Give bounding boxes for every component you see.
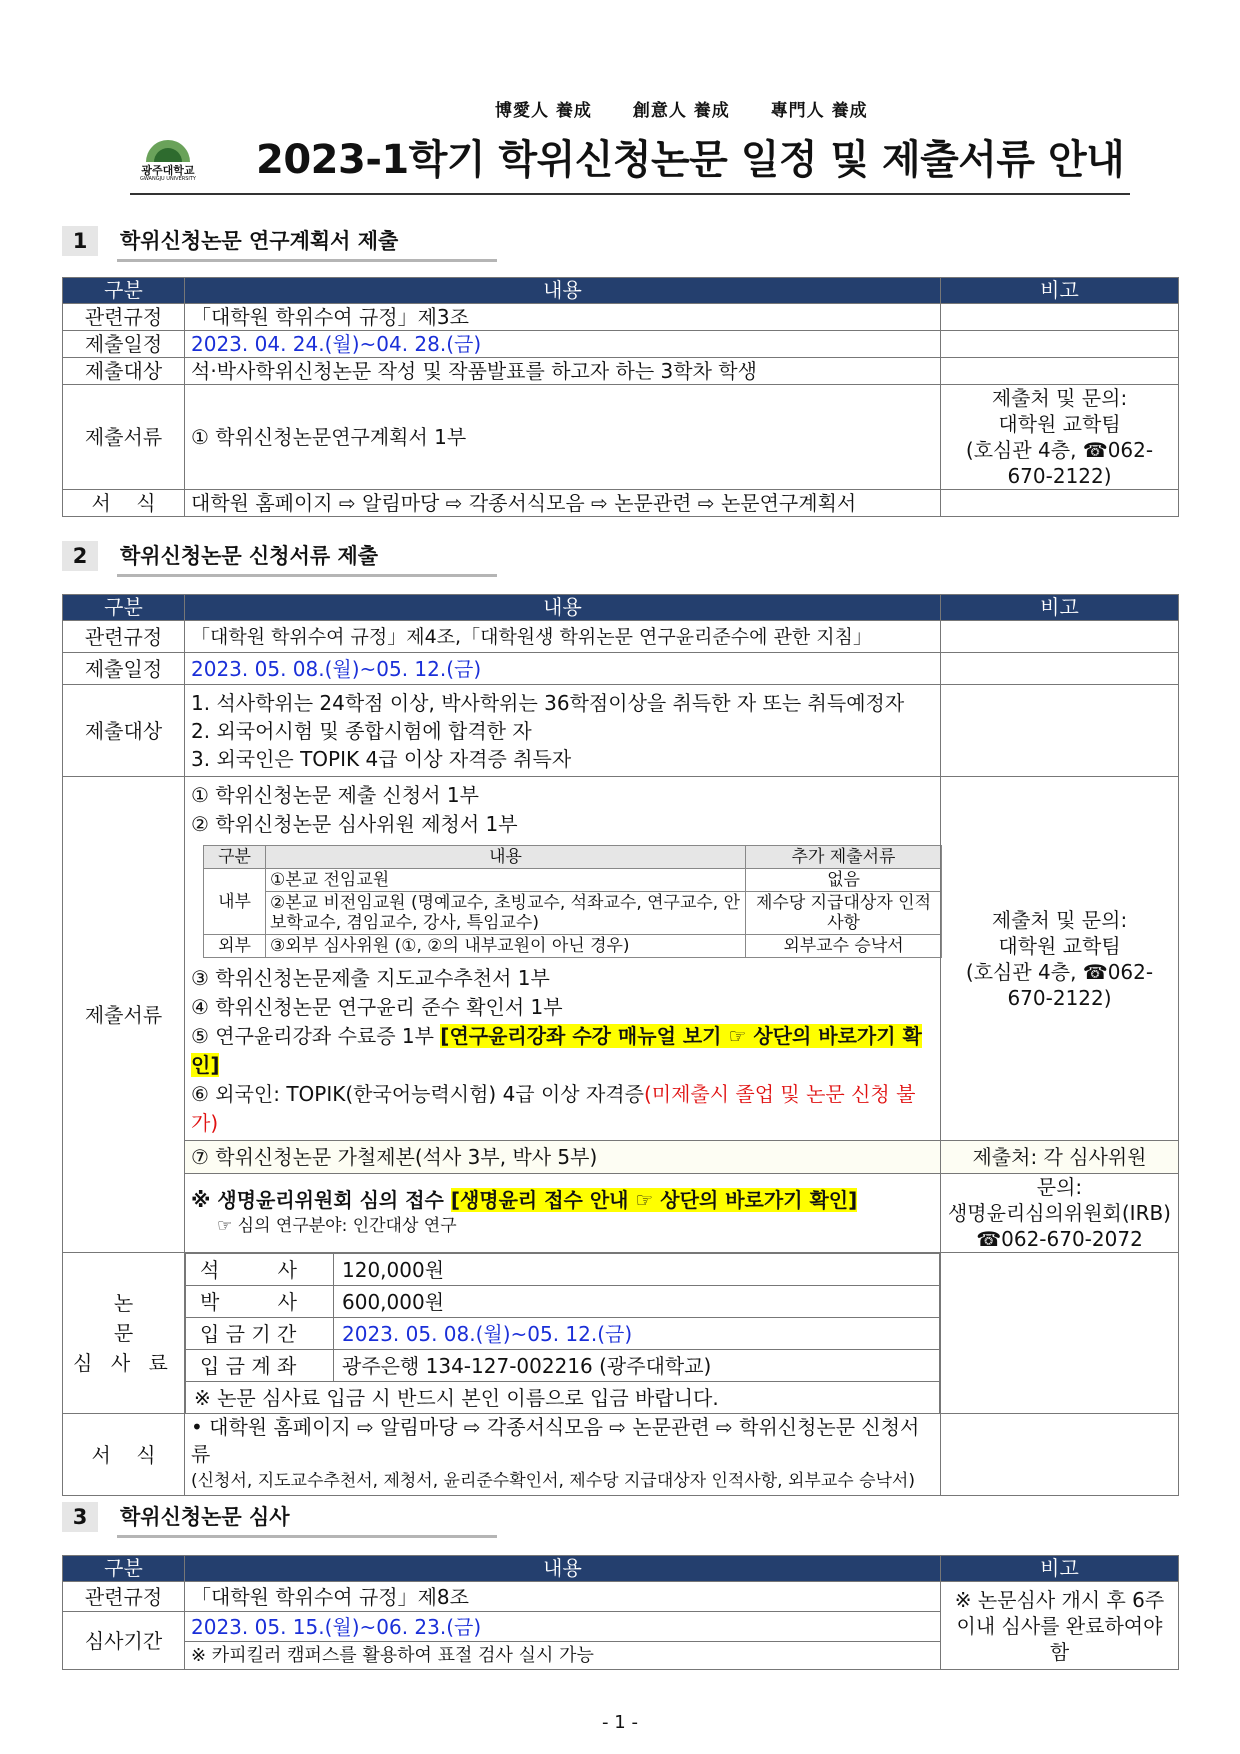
header-remarks: 비고	[941, 278, 1179, 304]
header-content: 내용	[185, 278, 941, 304]
list-item: ⑤ 연구윤리강좌 수료증 1부 [연구윤리강좌 수강 매뉴얼 보기 ☞ 상단의 바로가기 확인]	[191, 1024, 922, 1077]
table-row: 심사기간 2023. 05. 15.(월)~06. 23.(금)	[63, 1612, 1179, 1642]
header-category: 구분	[63, 278, 185, 304]
table-row: 제출대상 석·박사학위신청논문 작성 및 작품발표를 하고자 하는 3학차 학생	[63, 358, 1179, 385]
table-row: 서 식 • 대학원 홈페이지 ⇨ 알림마당 ⇨ 각종서식모음 ⇨ 논문관련 ⇨ 학위신청논문 신청서류 (신청서, 지도교수추천서, 제청서, 윤리준수확인서, 제수당 지급대상자 인적사항, 외부교수 승낙서)	[63, 1414, 1179, 1496]
list-item: ① 학위신청논문 제출 신청서 1부	[191, 783, 479, 807]
motto-1: 博愛人 養成	[495, 101, 592, 121]
table-row: ⑦ 학위신청논문 가철제본(석사 3부, 박사 5부) 제출처: 각 심사위원	[63, 1141, 1179, 1174]
submission-date: 2023. 04. 24.(월)~04. 28.(금)	[185, 331, 941, 358]
list-item: 2. 외국어시험 및 종합시험에 합격한 자	[191, 718, 532, 743]
section-number: 3	[62, 1502, 98, 1532]
list-item: ② 학위신청논문 심사위원 제청서 1부	[191, 812, 518, 836]
motto	[495, 96, 902, 121]
table-row: ※ 카피킬러 캠퍼스를 활용하여 표절 검사 실시 가능	[63, 1642, 1179, 1670]
table-row: 관련규정 「대학원 학위수여 규정」제3조	[63, 304, 1179, 331]
section-2-table	[62, 594, 1179, 1496]
table-row: 제출서류 ① 학위신청논문 제출 신청서 1부 ② 학위신청논문 심사위원 제청서 1부 구분 내용 추가 제출서류 내부 ①본교 전임교원 없음 ②본교 비전임교원 (명예교수, 초빙교수, 석좌교수, 연구교수, 안보학교수, 겸임교수, 강사, 특임교수) 제수당 지급대상자 인적사항 외부 ③외부 심사위원 (①, ②의 내부교원이 아닌 경우) 외부교수 승낙서 ③ 학위신청논문제출 지도교수추천서 1부 ④ 학위신청논문 연구윤리 준수 확인서 1부 ⑤ 연구윤리강좌 수료증 1부 [연구윤리강좌 수강 매뉴얼 보기 ☞ 상단의 바로가기 확인] ⑥ 외국인: TOPIK(한국어능력시험) 4급 이상 자격증(미제출시 졸업 및 논문 신청 불가) 제출처 및 문의: 대학원 교학팀 (호심관 4층, ☎062-670-2122)	[63, 777, 1179, 1141]
table-row: 서 식 대학원 홈페이지 ⇨ 알림마당 ⇨ 각종서식모음 ⇨ 논문관련 ⇨ 논문연구계획서	[63, 490, 1179, 517]
table-header: 구분 내용 비고	[63, 595, 1179, 621]
logo-name: 광주대학교	[141, 164, 195, 177]
table-row: 논 문 심 사 료 석 사 120,000원 박 사 600,000원 입 금 기 간 2023. 05. 08.(월)~05. 12.(금) 입 금 계 좌 광주은행 134-127-002216 (광주대학교) ※ 논문 심사료 입금 시 반드시 본인 이름으로 입금 바랍니다.	[63, 1253, 1179, 1414]
list-item: 3. 외국인은 TOPIK 4급 이상 자격증 취득자	[191, 746, 572, 771]
table-row: 관련규정 「대학원 학위수여 규정」제8조 ※ 논문심사 개시 후 6주 이내 심사를 완료하여야 함	[63, 1582, 1179, 1612]
section-number: 1	[62, 226, 98, 256]
list-item: ⑥ 외국인: TOPIK(한국어능력시험) 4급 이상 자격증(미제출시 졸업 및 논문 신청 불가)	[191, 1082, 916, 1135]
table-row: 제출대상 1. 석사학위는 24학점 이상, 박사학위는 36학점이상을 취득한 자 또는 취득예정자 2. 외국어시험 및 종합시험에 합격한 자 3. 외국인은 TOPIK 4급 이상 자격증 취득자	[63, 685, 1179, 777]
logo-en: GWANGJU UNIVERSITY	[140, 176, 196, 182]
list-item: ④ 학위신청논문 연구윤리 준수 확인서 1부	[191, 995, 563, 1019]
section-title: 학위신청논문 연구계획서 제출	[120, 229, 399, 253]
section-3-table	[62, 1555, 1179, 1670]
motto-2: 創意人 養成	[632, 101, 730, 121]
warning-text: (미제출시 졸업 및 논문 신청 불가)	[191, 1082, 916, 1135]
title-divider	[130, 193, 1130, 195]
motto-3: 專門人 養成	[770, 101, 868, 121]
section-1-table	[62, 277, 1179, 517]
list-item: ③ 학위신청논문제출 지도교수추천서 1부	[191, 966, 550, 990]
section-title: 학위신청논문 신청서류 제출	[120, 544, 379, 568]
table-row: 관련규정 「대학원 학위수여 규정」제4조,「대학원생 학위논문 연구윤리준수에 관한 지침」	[63, 621, 1179, 653]
table-row: 제출일정 2023. 04. 24.(월)~04. 28.(금)	[63, 331, 1179, 358]
section-number: 2	[62, 541, 98, 571]
contact-note: 제출처 및 문의: 대학원 교학팀 (호심관 4층, ☎062-670-2122)	[941, 777, 1179, 1141]
university-logo	[132, 140, 204, 182]
irb-highlight: [생명윤리 접수 안내 ☞ 상단의 바로가기 확인]	[450, 1188, 858, 1212]
bank-account: 광주은행 134-127-002216 (광주대학교)	[334, 1350, 940, 1382]
table-row: 제출서류 ① 학위신청논문연구계획서 1부 제출처 및 문의: 대학원 교학팀 (호심관 4층, ☎062-670-2122)	[63, 385, 1179, 490]
irb-contact-note: 문의: 생명윤리심의위원회(IRB) ☎062-670-2072	[941, 1174, 1179, 1253]
table-header	[63, 278, 1179, 304]
examiner-table: 구분 내용 추가 제출서류 내부 ①본교 전임교원 없음 ②본교 비전임교원 (명예교수, 초빙교수, 석좌교수, 연구교수, 안보학교수, 겸임교수, 강사, 특임교수) 제수당 지급대상자 인적사항 외부 ③외부 심사위원 (①, ②의 내부교원이 아닌 경우) 외부교수 승낙서	[203, 845, 942, 958]
review-note: ※ 논문심사 개시 후 6주 이내 심사를 완료하여야 함	[941, 1582, 1179, 1670]
table-row: ※ 생명윤리위원회 심의 접수 [생명윤리 접수 안내 ☞ 상단의 바로가기 확인] ☞ 심의 연구분야: 인간대상 연구 문의: 생명윤리심의위원회(IRB) ☎062-670-2072	[63, 1174, 1179, 1253]
list-item: 1. 석사학위는 24학점 이상, 박사학위는 36학점이상을 취득한 자 또는 취득예정자	[191, 690, 905, 715]
section-title: 학위신청논문 심사	[120, 1505, 290, 1529]
ethics-course-highlight: [연구윤리강좌 수강 매뉴얼 보기 ☞ 상단의 바로가기 확인]	[191, 1024, 922, 1077]
review-period: 2023. 05. 15.(월)~06. 23.(금)	[185, 1612, 941, 1642]
page-number: - 1 -	[602, 1712, 638, 1733]
review-fee-table: 석 사 120,000원 박 사 600,000원 입 금 기 간 2023. 05. 08.(월)~05. 12.(금) 입 금 계 좌 광주은행 134-127-002216 (광주대학교) ※ 논문 심사료 입금 시 반드시 본인 이름으로 입금 바랍니다.	[185, 1253, 940, 1413]
table-row: 제출일정 2023. 05. 08.(월)~05. 12.(금)	[63, 653, 1179, 685]
submission-date: 2023. 05. 08.(월)~05. 12.(금)	[185, 653, 941, 685]
contact-note: 제출처 및 문의: 대학원 교학팀 (호심관 4층, ☎062-670-2122)	[941, 385, 1179, 490]
table-header: 구분 내용 비고	[63, 1556, 1179, 1582]
page-title: 2023-1학기 학위신청논문 일정 및 제출서류 안내	[256, 137, 1125, 183]
